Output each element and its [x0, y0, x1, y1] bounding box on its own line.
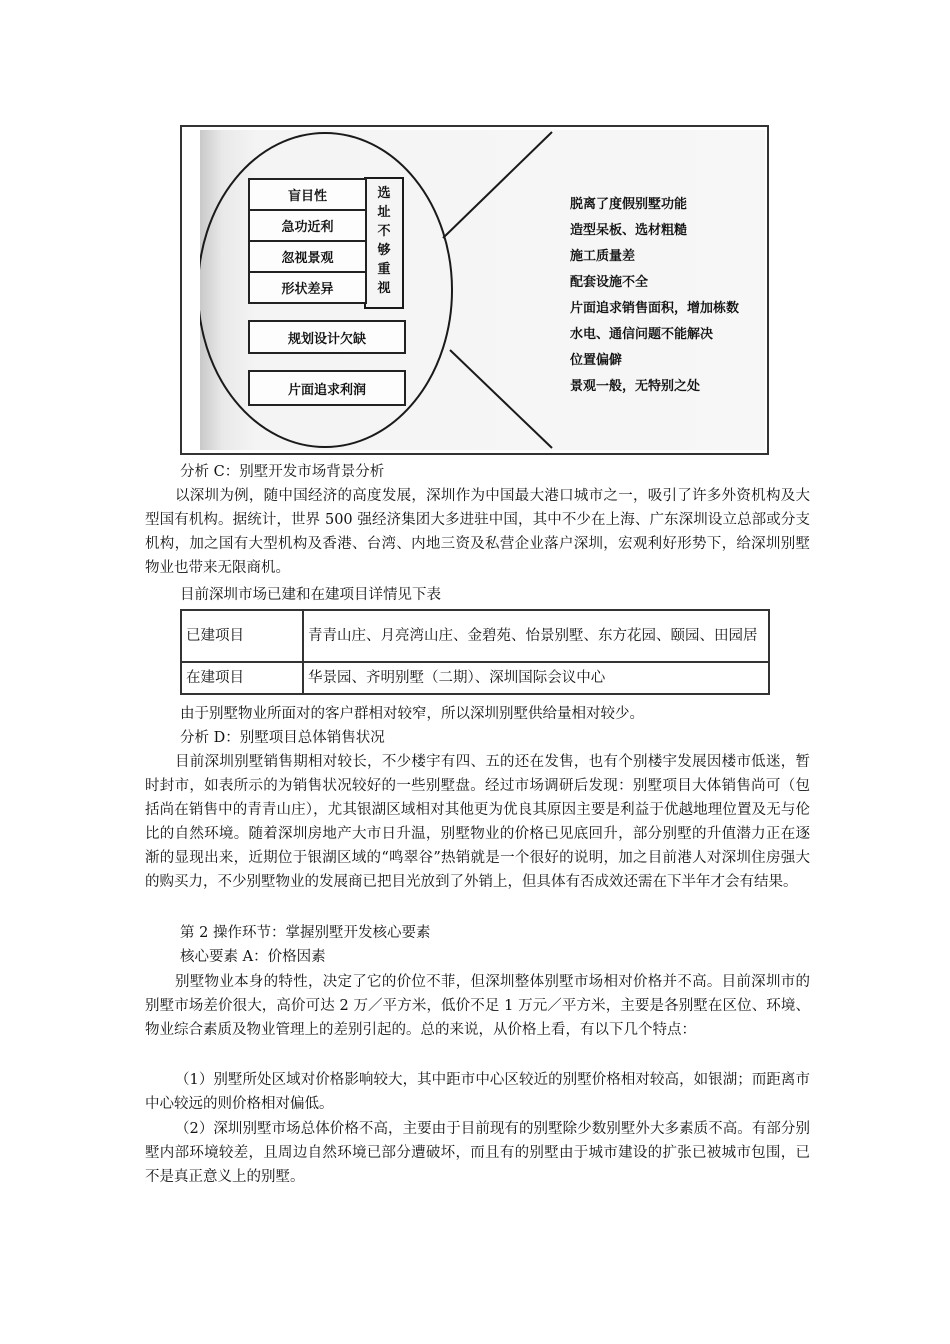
effect-item: 片面追求销售面积，增加栋数 — [570, 301, 740, 316]
cause-box-3 — [248, 240, 367, 273]
table-row-label: 已建项目 — [181, 610, 303, 662]
cause-box-1 — [248, 178, 367, 211]
effect-item: 施工质量差 — [570, 249, 636, 264]
analysis-c-paragraph: 以深圳为例，随中国经济的高度发展，深圳作为中国最大港口城市之一，吸引了许多外资机构及大型国有机构。据统计，世界 500 强经济集团大多进驻中国，其中不少在上海、广东深圳设立总部或分支机构，加之国有大型机构及香港、台湾、内地三资及私营企业落户深圳，宏观利好形势下，给深圳别墅物业也带来无限商机。 — [145, 488, 810, 576]
table-row-label: 在建项目 — [181, 662, 303, 694]
effect-item: 位置偏僻 — [570, 353, 623, 368]
step2-heading: 第 2 操作环节：掌握别墅开发核心要素 — [180, 925, 431, 941]
cause-label-2: 急功近利 — [281, 220, 334, 235]
table-row-value: 华景园、齐明别墅（二期）、深圳国际会议中心 — [303, 662, 769, 694]
analysis-c-heading: 分析 C：别墅开发市场背景分析 — [180, 464, 385, 480]
profit-label: 片面追求利润 — [287, 382, 366, 398]
pointer-line-top — [443, 132, 552, 238]
analysis-d-heading: 分析 D：别墅项目总体销售状况 — [180, 730, 385, 746]
effect-item: 水电、通信问题不能解决 — [570, 327, 714, 342]
diagram-scan-area — [200, 130, 765, 450]
core-a-heading: 核心要素 A：价格因素 — [180, 949, 326, 965]
cause-label-3: 忽视景观 — [281, 251, 334, 266]
cause-label-1: 盲目性 — [287, 189, 327, 204]
core-a-paragraph: 别墅物业本身的特性，决定了它的价位不菲，但深圳整体别墅市场相对价格并不高。目前深圳市的别墅市场差价很大，高价可达 2 万／平方米，低价不足 1 万元／平方米，主要是各别墅在区位、环境、物业综合素质及物业管理上的差别引起的。总的来说，从价格上看，有以下几个特点： — [145, 974, 810, 1038]
effect-item: 景观一般，无特别之处 — [570, 379, 701, 394]
effect-item: 配套设施不全 — [570, 275, 649, 290]
profit-box — [248, 370, 406, 406]
pointer-line-bottom — [450, 350, 552, 448]
planning-label: 规划设计欠缺 — [287, 331, 366, 347]
table-row — [181, 662, 769, 694]
supply-note: 由于别墅物业所面对的客户群相对较窄，所以深圳别墅供给量相对较少。 — [180, 706, 644, 722]
table-row — [181, 610, 769, 662]
cause-label-4: 形状差异 — [281, 282, 334, 297]
planning-box — [248, 320, 406, 354]
project-table — [180, 609, 770, 695]
point-1-paragraph: （1）别墅所处区域对价格影响较大，其中距市中心区较近的别墅价格相对较高，如银湖；而距离市中心较远的则价格相对偏低。 — [145, 1072, 810, 1112]
site-selection-vertical-label: 选址不够重视 — [377, 186, 391, 296]
table-intro: 目前深圳市场已建和在建项目详情见下表 — [180, 587, 441, 603]
point-2-paragraph: （2）深圳别墅市场总体价格不高，主要由于目前现有的别墅除少数别墅外大多素质不高。有部分别墅内部环境较差，且周边自然环境已部分遭破坏，而且有的别墅由于城市建设的扩张已被城市包围，已不是真正意义上的别墅。 — [145, 1121, 810, 1185]
analysis-diagram — [180, 125, 769, 455]
effects-list — [570, 192, 739, 400]
effect-item: 造型呆板、选材粗糙 — [570, 223, 688, 238]
analysis-d-paragraph: 目前深圳别墅销售期相对较长，不少楼宇有四、五的还在发售，也有个别楼宇发展因楼市低迷，暂时封市，如表所示的为销售状况较好的一些别墅盘。经过市场调研后发现：别墅项目大体销售尚可（包括尚在销售中的青青山庄），尤其银湖区域相对其他更为优良其原因主要是利益于优越地理位置及无与伦比的自然环境。随着深圳房地产大市日升温，别墅物业的价格已见底回升，部分别墅的升值潜力正在逐渐的显现出来，近期位于银湖区域的“鸣翠谷”热销就是一个很好的说明，加之目前港人对深圳住房强大的购买力，不少别墅物业的发展商已把目光放到了外销上，但具体有否成效还需在下半年才会有结果。 — [145, 754, 810, 890]
cause-box-2 — [248, 209, 367, 242]
table-row-value: 青青山庄、月亮湾山庄、金碧苑、怡景别墅、东方花园、颐园、田园居 — [303, 610, 769, 662]
cause-box-4 — [248, 271, 367, 304]
effect-item: 脱离了度假别墅功能 — [570, 197, 688, 212]
